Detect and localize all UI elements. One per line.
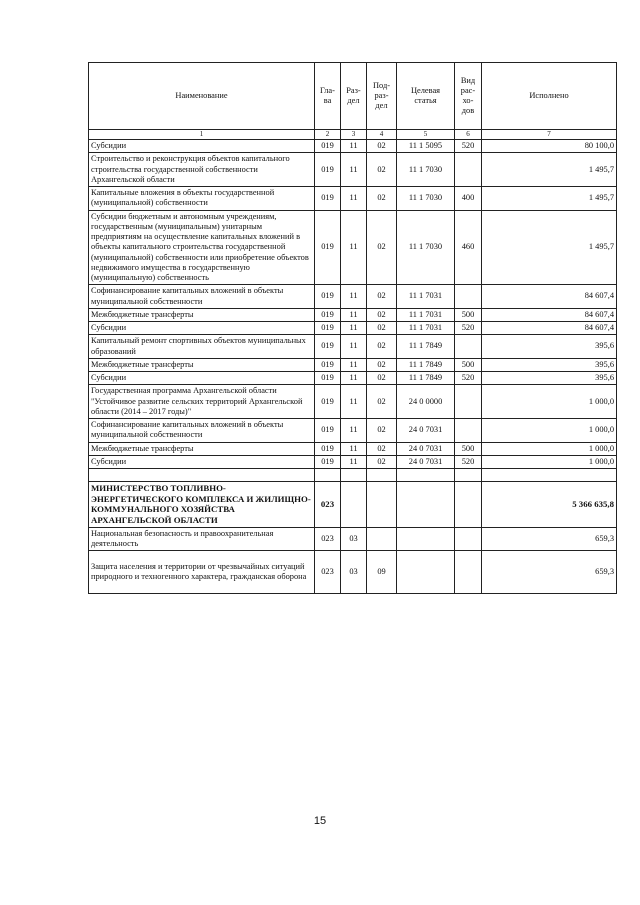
row-name: Строительство и реконструкция объектов капитального строительства государственной собственности Архангельской области	[89, 153, 315, 187]
row-vid: 520	[455, 455, 482, 468]
row-glava: 019	[315, 308, 341, 321]
row-glava: 019	[315, 372, 341, 385]
row-podrazdel: 02	[367, 372, 397, 385]
row-vid	[455, 551, 482, 594]
header-article: Целевая статья	[397, 63, 455, 130]
row-razdel: 11	[341, 335, 367, 359]
row-amount: 84 607,4	[482, 308, 617, 321]
row-amount: 1 495,7	[482, 210, 617, 285]
row-name: Межбюджетные трансферты	[89, 442, 315, 455]
table-row	[89, 385, 617, 419]
row-name: Софинансирование капитальных вложений в объекты муниципальной собственности	[89, 419, 315, 443]
table-row	[89, 442, 617, 455]
row-glava: 019	[315, 140, 341, 153]
row-podrazdel: 02	[367, 210, 397, 285]
row-article: 11 1 7031	[397, 285, 455, 309]
header-razdel: Раз- дел	[341, 63, 367, 130]
row-podrazdel: 02	[367, 385, 397, 419]
spacer-cell	[482, 469, 617, 482]
row-vid: 520	[455, 140, 482, 153]
row-glava: 023	[315, 551, 341, 594]
row-razdel: 03	[341, 551, 367, 594]
row-razdel: 11	[341, 372, 367, 385]
row-glava: 019	[315, 187, 341, 211]
row-razdel: 11	[341, 442, 367, 455]
row-vid: 500	[455, 442, 482, 455]
row-article: 11 1 7849	[397, 372, 455, 385]
row-razdel: 11	[341, 210, 367, 285]
table-header-row	[89, 63, 617, 130]
row-name: Субсидии	[89, 140, 315, 153]
row-podrazdel: 02	[367, 285, 397, 309]
row-name: Государственная программа Архангельской области "Устойчивое развитие сельских территорий Архангельской области (2014 – 2017 годы)"	[89, 385, 315, 419]
page-number: 15	[313, 815, 327, 827]
row-vid: 500	[455, 308, 482, 321]
row-article: 11 1 7849	[397, 335, 455, 359]
row-podrazdel: 02	[367, 153, 397, 187]
row-name: Софинансирование капитальных вложений в объекты муниципальной собственности	[89, 285, 315, 309]
table-row	[89, 322, 617, 335]
row-podrazdel: 02	[367, 140, 397, 153]
row-podrazdel: 02	[367, 322, 397, 335]
header-glava: Гла- ва	[315, 63, 341, 130]
table-row	[89, 187, 617, 211]
row-article: 11 1 7030	[397, 153, 455, 187]
row-amount: 659,3	[482, 551, 617, 594]
row-name: Субсидии бюджетным и автономным учреждениям, государственным (муниципальным) унитарным предприятиям на осуществление капитальных вложений в объекты капитального строительства государственной (муниципальной) собственности или приобретение объектов недвижимого имущества в государственную (муниципальную) собственность	[89, 210, 315, 285]
row-name: Субсидии	[89, 455, 315, 468]
row-article	[397, 551, 455, 594]
row-podrazdel: 02	[367, 419, 397, 443]
row-razdel: 11	[341, 358, 367, 371]
header-done: Исполнено	[482, 63, 617, 130]
row-razdel: 11	[341, 385, 367, 419]
row-amount: 84 607,4	[482, 322, 617, 335]
row-podrazdel: 02	[367, 187, 397, 211]
row-glava: 019	[315, 210, 341, 285]
table-row	[89, 419, 617, 443]
spacer-row	[89, 469, 617, 482]
row-amount: 1 000,0	[482, 455, 617, 468]
ministry-razdel	[341, 482, 367, 528]
budget-table	[88, 62, 617, 594]
column-number-row	[89, 130, 617, 140]
column-number: 5	[397, 130, 455, 140]
row-amount: 1 000,0	[482, 385, 617, 419]
ministry-glava: 023	[315, 482, 341, 528]
row-glava: 019	[315, 419, 341, 443]
row-podrazdel: 02	[367, 308, 397, 321]
row-vid	[455, 335, 482, 359]
row-article: 11 1 7030	[397, 210, 455, 285]
row-name: Капитальный ремонт спортивных объектов муниципальных образований	[89, 335, 315, 359]
row-vid	[455, 385, 482, 419]
row-glava: 019	[315, 455, 341, 468]
table-row	[89, 358, 617, 371]
row-article	[397, 527, 455, 551]
column-number: 1	[89, 130, 315, 140]
row-amount: 84 607,4	[482, 285, 617, 309]
row-podrazdel: 02	[367, 455, 397, 468]
ministry-vid	[455, 482, 482, 528]
row-amount: 1 495,7	[482, 187, 617, 211]
row-article: 24 0 0000	[397, 385, 455, 419]
row-podrazdel: 02	[367, 358, 397, 371]
row-glava: 019	[315, 153, 341, 187]
column-number: 3	[341, 130, 367, 140]
row-article: 11 1 7031	[397, 308, 455, 321]
spacer-cell	[315, 469, 341, 482]
spacer-cell	[455, 469, 482, 482]
row-razdel: 11	[341, 140, 367, 153]
table-row	[89, 455, 617, 468]
row-article: 11 1 7849	[397, 358, 455, 371]
row-vid	[455, 527, 482, 551]
row-vid: 520	[455, 372, 482, 385]
header-podrazdel: Под- раз- дел	[367, 63, 397, 130]
row-vid	[455, 153, 482, 187]
row-vid	[455, 419, 482, 443]
row-razdel: 11	[341, 455, 367, 468]
row-glava: 019	[315, 442, 341, 455]
column-number: 6	[455, 130, 482, 140]
row-podrazdel: 02	[367, 442, 397, 455]
header-name: Наименование	[89, 63, 315, 130]
row-glava: 019	[315, 385, 341, 419]
table-body	[89, 140, 617, 594]
table-row	[89, 527, 617, 551]
row-name: Капитальные вложения в объекты государственной (муниципальной) собственности	[89, 187, 315, 211]
table-row	[89, 153, 617, 187]
ministry-name: МИНИСТЕРСТВО ТОПЛИВНО-ЭНЕРГЕТИЧЕСКОГО КОМПЛЕКСА И ЖИЛИЩНО-КОММУНАЛЬНОГО ХОЗЯЙСТВА АРХАНГЕЛЬСКОЙ ОБЛАСТИ	[89, 482, 315, 528]
row-glava: 023	[315, 527, 341, 551]
spacer-cell	[367, 469, 397, 482]
row-razdel: 11	[341, 153, 367, 187]
header-vid: Вид рас- хо- дов	[455, 63, 482, 130]
row-podrazdel	[367, 527, 397, 551]
row-name: Межбюджетные трансферты	[89, 358, 315, 371]
row-vid: 460	[455, 210, 482, 285]
row-glava: 019	[315, 335, 341, 359]
row-name: Субсидии	[89, 372, 315, 385]
row-vid: 400	[455, 187, 482, 211]
row-podrazdel: 02	[367, 335, 397, 359]
row-article: 24 0 7031	[397, 442, 455, 455]
column-number: 7	[482, 130, 617, 140]
column-number: 4	[367, 130, 397, 140]
spacer-cell	[341, 469, 367, 482]
table-row	[89, 140, 617, 153]
row-amount: 395,6	[482, 372, 617, 385]
spacer-cell	[397, 469, 455, 482]
table-row	[89, 285, 617, 309]
ministry-article	[397, 482, 455, 528]
row-amount: 1 000,0	[482, 442, 617, 455]
table-row	[89, 335, 617, 359]
row-razdel: 11	[341, 419, 367, 443]
row-vid	[455, 285, 482, 309]
table-row	[89, 308, 617, 321]
column-number: 2	[315, 130, 341, 140]
row-razdel: 11	[341, 187, 367, 211]
row-glava: 019	[315, 322, 341, 335]
table-row	[89, 372, 617, 385]
row-amount: 659,3	[482, 527, 617, 551]
row-podrazdel: 09	[367, 551, 397, 594]
row-glava: 019	[315, 285, 341, 309]
row-razdel: 03	[341, 527, 367, 551]
row-amount: 395,6	[482, 358, 617, 371]
ministry-row	[89, 482, 617, 528]
spacer-cell	[89, 469, 315, 482]
ministry-podrazdel	[367, 482, 397, 528]
row-razdel: 11	[341, 322, 367, 335]
row-name: Межбюджетные трансферты	[89, 308, 315, 321]
row-glava: 019	[315, 358, 341, 371]
row-name: Субсидии	[89, 322, 315, 335]
table-row	[89, 551, 617, 594]
row-razdel: 11	[341, 285, 367, 309]
row-name: Защита населения и территории от чрезвычайных ситуаций природного и техногенного характера, гражданская оборона	[89, 551, 315, 594]
row-name: Национальная безопасность и правоохранительная деятельность	[89, 527, 315, 551]
row-article: 11 1 5095	[397, 140, 455, 153]
row-amount: 1 495,7	[482, 153, 617, 187]
row-vid: 520	[455, 322, 482, 335]
table-row	[89, 210, 617, 285]
row-amount: 80 100,0	[482, 140, 617, 153]
row-vid: 500	[455, 358, 482, 371]
row-article: 24 0 7031	[397, 455, 455, 468]
row-article: 24 0 7031	[397, 419, 455, 443]
row-article: 11 1 7031	[397, 322, 455, 335]
row-amount: 395,6	[482, 335, 617, 359]
row-razdel: 11	[341, 308, 367, 321]
row-amount: 1 000,0	[482, 419, 617, 443]
ministry-amount: 5 366 635,8	[482, 482, 617, 528]
row-article: 11 1 7030	[397, 187, 455, 211]
